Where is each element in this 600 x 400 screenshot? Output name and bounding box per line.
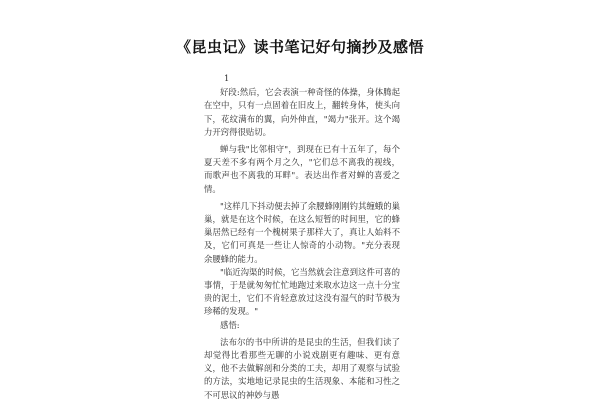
document-title: 《昆虫记》读书笔记好句摘抄及感悟 <box>175 38 424 56</box>
paragraph-ditch-mud: "临近沟渠的时候，它当然就会注意到这件可喜的事情，于是就匆匆忙忙地跑过来取水边这一点十分宝贵的泥土，它们不肯轻意放过这没有湿气的时节极为珍稀的发现。" <box>204 266 400 317</box>
paragraph-cicada-neighbor: 蝉与我"比邻相守"，到现在已有十五年了，每个夏天差不多有两个月之久，"它们总不离我的视线，而歌声也不离我的耳畔"。表达出作者对蝉的喜爱之情。 <box>204 144 400 194</box>
document-body <box>204 72 400 400</box>
paragraph-reflection-heading: 感悟: <box>220 319 240 330</box>
page-number: 1 <box>224 73 230 83</box>
paragraph-reflection: 法布尔的书中所讲的是昆虫的生活，但我们读了却觉得比看那些无聊的小说戏剧更有趣味、更有意义，他不去做解剖和分类的工夫，却用了观察与试验的方法，实地地记录昆虫的生活现象、本能和习性之不可思议的神妙与愚 <box>204 336 400 400</box>
paragraph-wasp-nest: "这样几下抖动便去掉了余腰蜂刚刚钓其缠蛾的巢巢，就是在这个时候，在这么短暂的时间里，它的蜂巢居然已经有一个槐树果子那样大了，真让人始料不及，它们可真是一些让人惊奇的小动物。"充分表现余腰蜂的能力。 <box>204 200 400 264</box>
paragraph-good-passage: 好段:然后，它会表演一种奇怪的体操，身体腾起在空中，只有一点固着在旧皮上，翻转身体，使头向下，花纹满布的翼，向外伸直，"竭力"张开。这个竭力开窍得很贴切。 <box>204 87 400 137</box>
